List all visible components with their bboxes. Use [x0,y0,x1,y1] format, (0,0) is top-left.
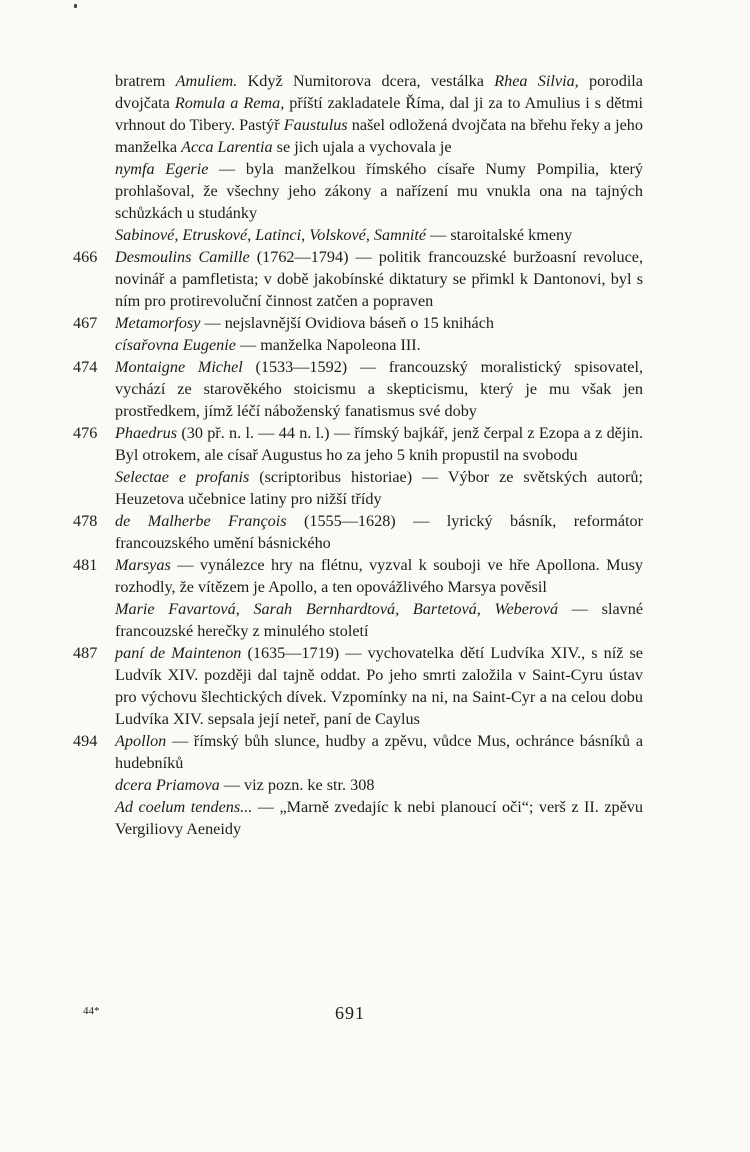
note-term: Marsyas [115,556,171,574]
note-entry [73,246,643,312]
note-term: dcera Priamova [115,776,220,794]
note-term: Desmoulins Camille [115,248,250,266]
note-text: (30 př. n. l. — 44 n. l.) — římský bajkář, jenž čerpal z Ezopa a z dějin. Byl otrokem, ale císař Augustus ho za jeho 5 knih propustil na svobodu [115,424,643,464]
note-paragraph [115,554,643,598]
note-page-ref: 487 [73,644,98,662]
note-page-ref: 476 [73,424,98,442]
page-number: 691 [335,1003,365,1023]
note-paragraph [115,642,643,730]
note-entry [73,422,643,510]
note-text: se jich ujala a vychovala je [272,138,452,156]
note-entry [73,510,643,554]
note-term: Rhea Silvia, [494,72,579,90]
note-text: (1635—1719) — vychovatelka dětí Ludvíka XIV., s níž se Ludvík XIV. později dal tajně oddat. Po jeho smrti založila v Saint-Cyru ústav pro výchovu šlechtických dívek. Vzpomínky na ni, na Saint-Cyr a na celou dobu Ludvíka XIV. sepsala její neteř, paní de Caylus [115,644,643,728]
note-term: Phaedrus [115,424,178,442]
note-page-ref: 466 [73,248,98,266]
note-term: Amuliem. [175,72,238,90]
note-text: porodila dvojčata [115,72,643,112]
note-paragraph [115,158,643,224]
note-paragraph [115,334,643,356]
note-text: — „Marně zvedajíc k nebi planoucí oči“; verš z II. zpěvu Vergiliovy Aeneidy [115,798,643,838]
note-entry [73,642,643,730]
note-term: Acca Larentia [181,138,273,156]
note-term: Faustulus [283,116,348,134]
note-entry [73,70,643,246]
note-page-ref: 474 [73,358,98,376]
note-text: našel odložená dvojčata na břehu řeky a jeho manželka [115,116,643,156]
note-paragraph [115,224,643,246]
note-entry [73,312,643,356]
note-paragraph [115,796,643,840]
note-paragraph [115,422,643,466]
note-text: — římský bůh slunce, hudby a zpěvu, vůdce Mus, ochránce básníků a hudebníků [115,732,643,772]
note-paragraph [115,598,643,642]
note-term: Marie Favartová, Sarah Bernhardtová, Bartetová, Weberová [115,600,559,618]
note-text: (1762—1794) — politik francouzské buržoasní revoluce, novinář a pamfletista; v době jakobínské diktatury se přimkl k Dantonovi, byl s ním pro protirevoluční činnost zatčen a popraven [115,248,643,310]
note-term: nymfa Egerie [115,160,209,178]
note-paragraph [115,466,643,510]
note-paragraph [115,774,643,796]
note-term: de Malherbe François [115,512,287,530]
signature-mark: 44* [83,1005,100,1017]
note-page-ref: 467 [73,314,98,332]
note-term: Ad coelum tendens... [115,798,253,816]
note-paragraph [115,70,643,158]
note-text: — staroitalské kmeny [426,226,573,244]
note-entry [73,554,643,642]
ink-speck [74,4,77,8]
note-text: bratrem [115,72,176,90]
note-term: Montaigne Michel [115,358,243,376]
note-text: — byla manželkou římského císaře Numy Pompilia, který prohlašoval, že všechny jeho zákony a nařízení mu vnukla ona na tajných schůzkách u studánky [115,160,643,222]
note-text: Když Numitorova dcera, vestálka [237,72,495,90]
note-paragraph [115,356,643,422]
note-entry [73,356,643,422]
note-page-ref: 481 [73,556,98,574]
note-text: (1533—1592) — francouzský moralistický spisovatel, vychází ze starověkého stoicismu a skepticismu, který je mu však jen prostředkem, jímž léčí náboženský fanatismus své doby [115,358,643,420]
note-text: (scriptoribus historiae) — Výbor ze světských autorů; Heuzetova učebnice latiny pro nižší třídy [115,468,643,508]
note-text: (1555—1628) — lyrický básník, reformátor francouzského umění básnického [115,512,643,552]
note-paragraph [115,246,643,312]
note-term: paní de Maintenon [115,644,242,662]
note-page-ref: 494 [73,732,98,750]
note-text: — manželka Napoleona III. [235,336,421,354]
note-text: — nejslavnější Ovidiova báseň o 15 knihách [200,314,494,332]
note-term: Sabinové, Etruskové, Latinci, Volskové, Samnité [115,226,427,244]
note-text: — slavné francouzské herečky z minulého století [115,600,644,640]
note-page-ref: 478 [73,512,98,530]
endnotes-body [73,70,643,840]
note-paragraph [115,730,643,774]
note-paragraph [115,510,643,554]
note-text: — viz pozn. ke str. 308 [219,776,375,794]
note-paragraph [115,312,643,334]
note-term: císařovna Eugenie [115,336,236,354]
note-text: — vynálezce hry na flétnu, vyzval k souboji ve hře Apollona. Musy rozhodly, že vítězem je Apollo, a ten opovážlivého Marsya pověsil [115,556,643,596]
note-term: Metamorfosy [115,314,201,332]
note-text: příští zakladatele Říma, dal ji za to Amulius i s dětmi vrhnout do Tibery. Pastýř [115,94,643,134]
note-entry [73,730,643,840]
note-term: Romula a Rema, [174,94,285,112]
note-term: Apollon [115,732,167,750]
note-term: Selectae e profanis [115,468,250,486]
